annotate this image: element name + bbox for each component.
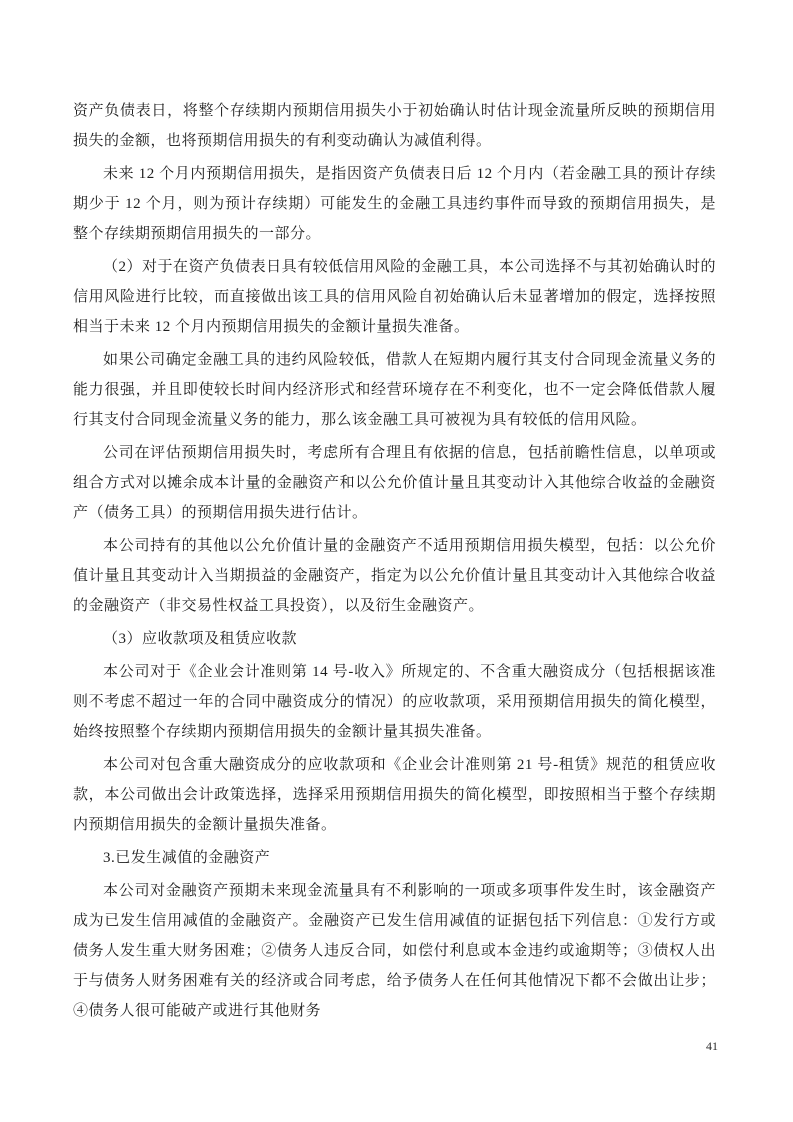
paragraph: 公司在评估预期信用损失时，考虑所有合理且有依据的信息，包括前瞻性信息，以单项或组合方式对以摊余成本计量的金融资产和以公允价值计量且其变动计入其他综合收益的金融资产（债务工具）的预期信用损失进行估计。	[73, 445, 716, 521]
section-heading-receivables: （3）应收款项及租赁应收款	[103, 631, 298, 647]
paragraph: 本公司对包含重大融资成分的应收款项和《企业会计准则第 21 号-租赁》规范的租赁应收款，本公司做出会计政策选择，选择采用预期信用损失的简化模型，即按照相当于整个存续期内预期信用损失的金额计量损失准备。	[73, 757, 716, 833]
section-heading-impaired-assets: 3.已发生减值的金融资产	[103, 850, 271, 866]
paragraph-continuation: 资产负债表日，将整个存续期内预期信用损失小于初始确认时估计现金流量所反映的预期信用损失的金额，也将预期信用损失的有利变动确认为减值利得。	[73, 103, 716, 149]
paragraph: 本公司对于《企业会计准则第 14 号-收入》所规定的、不含重大融资成分（包括根据该准则不考虑不超过一年的合同中融资成分的情况）的应收款项，采用预期信用损失的简化模型，始终按照整个存续期内预期信用损失的金额计量其损失准备。	[73, 664, 716, 740]
document-body	[73, 96, 716, 1029]
paragraph: 未来 12 个月内预期信用损失，是指因资产负债表日后 12 个月内（若金融工具的预计存续期少于 12 个月，则为预计存续期）可能发生的金融工具违约事件而导致的预期信用损失，是整个存续期预期信用损失的一部分。	[73, 166, 716, 242]
paragraph: （2）对于在资产负债表日具有较低信用风险的金融工具，本公司选择不与其初始确认时的信用风险进行比较，而直接做出该工具的信用风险自初始确认后未显著增加的假定，选择按照相当于未来 12 个月内预期信用损失的金额计量损失准备。	[73, 259, 716, 335]
paragraph: 本公司持有的其他以公允价值计量的金融资产不适用预期信用损失模型，包括：以公允价值计量且其变动计入当期损益的金融资产，指定为以公允价值计量且其变动计入其他综合收益的金融资产（非交易性权益工具投资），以及衍生金融资产。	[73, 538, 716, 614]
paragraph: 如果公司确定金融工具的违约风险较低，借款人在短期内履行其支付合同现金流量义务的能力很强，并且即使较长时间内经济形式和经营环境存在不利变化，也不一定会降低借款人履行其支付合同现金流量义务的能力，那么该金融工具可被视为具有较低的信用风险。	[73, 352, 716, 428]
paragraph: 本公司对金融资产预期未来现金流量具有不利影响的一项或多项事件发生时，该金融资产成为已发生信用减值的金融资产。金融资产已发生信用减值的证据包括下列信息：①发行方或债务人发生重大财务困难；②债务人违反合同，如偿付利息或本金违约或逾期等；③债权人出于与债务人财务困难有关的经济或合同考虑，给予债务人在任何其他情况下都不会做出让步；④债务人很可能破产或进行其他财务	[73, 883, 716, 1019]
page-number: 41	[706, 1039, 718, 1053]
